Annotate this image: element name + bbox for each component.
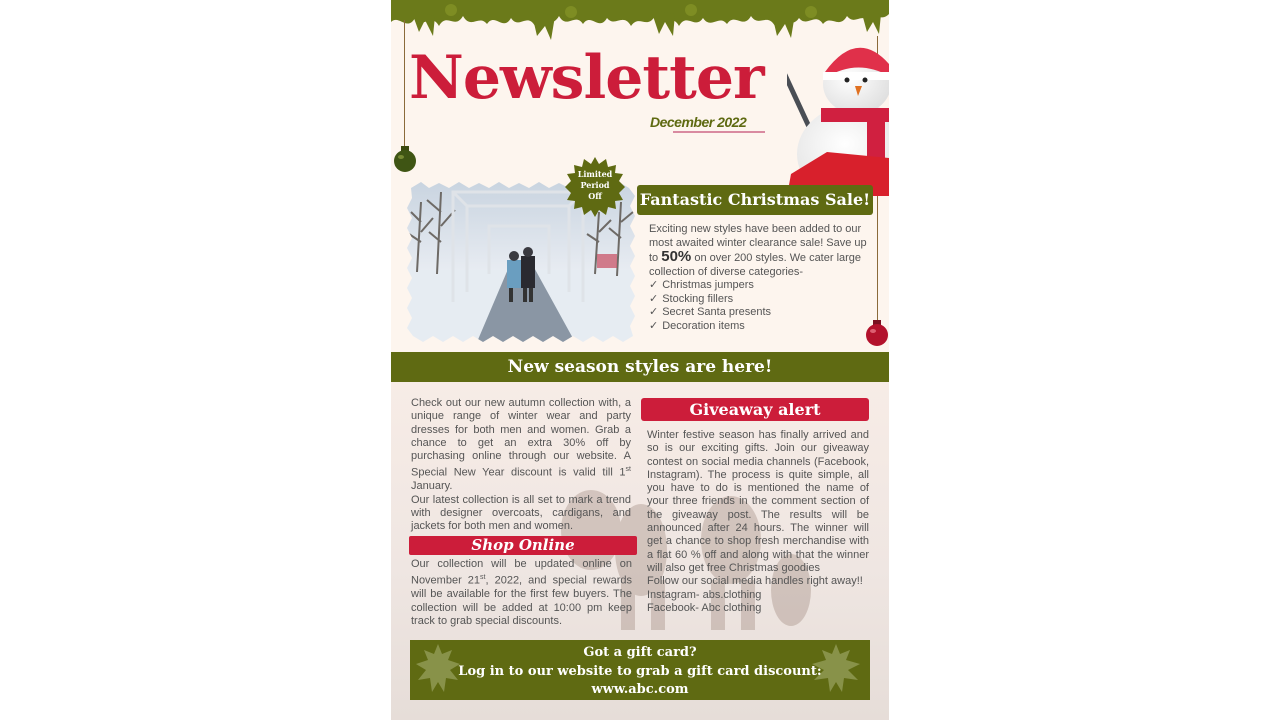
gift-line-2: Log in to our website to grab a gift card discount: bbox=[458, 663, 822, 679]
paragraph-1-sup: st bbox=[625, 466, 631, 474]
giveaway-instagram: Instagram- abs.clothing bbox=[647, 588, 762, 601]
sale-description bbox=[649, 223, 869, 333]
sale-heading: Fantastic Christmas Sale! bbox=[637, 185, 873, 215]
shop-text-after: , 2022, and special rewards will be available for the first few buyers. The collection will be added at 10:00 pm keep track to grab special discounts. bbox=[411, 574, 632, 627]
list-item bbox=[649, 279, 869, 293]
newsletter-page bbox=[391, 0, 889, 720]
list-item-label: Stocking fillers bbox=[662, 292, 734, 305]
snowman-illustration bbox=[787, 34, 889, 196]
sale-discount: 50% bbox=[661, 248, 692, 265]
list-item-label: Decoration items bbox=[662, 319, 745, 332]
gift-card-text bbox=[410, 644, 870, 700]
list-item bbox=[649, 306, 869, 320]
check-icon: ✓ bbox=[649, 279, 659, 291]
badge-line-3: Off bbox=[588, 191, 602, 201]
ornament-string-left bbox=[404, 20, 405, 148]
sale-intro-after: on over 200 styles. We cater large collection of diverse categories- bbox=[649, 252, 862, 278]
check-icon: ✓ bbox=[649, 306, 659, 318]
giveaway-text bbox=[647, 429, 869, 615]
list-item bbox=[649, 320, 869, 334]
gift-line-1: Got a gift card? bbox=[583, 645, 697, 660]
new-season-text bbox=[411, 397, 631, 534]
new-season-heading: New season styles are here! bbox=[391, 352, 889, 382]
badge-line-2: Period bbox=[580, 180, 610, 190]
giveaway-paragraph-1: Winter festive season has finally arrived and so is our exciting gifts. Join our giveaway contest on social media channels (Facebook, Instagram). The process is quite simple, all you have to do is mentioned the name of your three friends in the comment section of the giveaway post. The results will be announced after 24 hours. The winner will get a chance to shop fresh merchandise with a flat 60 % off and along with that the winner will also get free Christmas goodies bbox=[647, 429, 869, 574]
shop-paragraph bbox=[411, 558, 632, 628]
shop-text-before: Our collection will be updated online on November 21 bbox=[411, 558, 632, 587]
sale-intro-before: Exciting new styles have been added to our most awaited winter clearance sale! Save up to bbox=[649, 223, 867, 264]
newsletter-title: Newsletter bbox=[409, 43, 764, 113]
shop-online-heading: Shop Online bbox=[409, 536, 637, 555]
newsletter-date: December 2022 bbox=[650, 114, 747, 130]
check-icon: ✓ bbox=[649, 319, 659, 332]
giveaway-heading: Giveaway alert bbox=[641, 398, 869, 421]
new-season-paragraph-1 bbox=[411, 397, 631, 494]
gift-website-link[interactable]: www.abc.com bbox=[591, 682, 689, 697]
paragraph-1-after: January. bbox=[411, 480, 453, 493]
list-item-label: Christmas jumpers bbox=[662, 279, 754, 291]
list-item-label: Secret Santa presents bbox=[662, 306, 772, 318]
shop-online-text bbox=[411, 558, 632, 628]
giveaway-facebook: Facebook- Abc clothing bbox=[647, 601, 762, 614]
gift-card-banner bbox=[410, 640, 870, 700]
new-season-paragraph-2: Our latest collection is all set to mark a trend with designer overcoats, cardigans, and jackets for both men and women. bbox=[411, 493, 631, 533]
check-icon: ✓ bbox=[649, 292, 659, 305]
list-item bbox=[649, 293, 869, 307]
badge-text bbox=[565, 169, 625, 202]
shop-text-sup: st bbox=[480, 574, 486, 582]
date-underline bbox=[673, 131, 765, 133]
sale-category-list bbox=[649, 279, 869, 333]
green-ornament-icon bbox=[393, 144, 417, 174]
badge-line-1: Limited bbox=[577, 169, 613, 179]
paragraph-1-before: Check out our new autumn collection with, a unique range of winter wear and party dresses for both men and women. Grab a chance to get an extra 30% off by purchasing online through our website. A Special New Year discount is valid till 1 bbox=[411, 397, 631, 480]
giveaway-paragraph-2: Follow our social media handles right away!! bbox=[647, 575, 863, 588]
